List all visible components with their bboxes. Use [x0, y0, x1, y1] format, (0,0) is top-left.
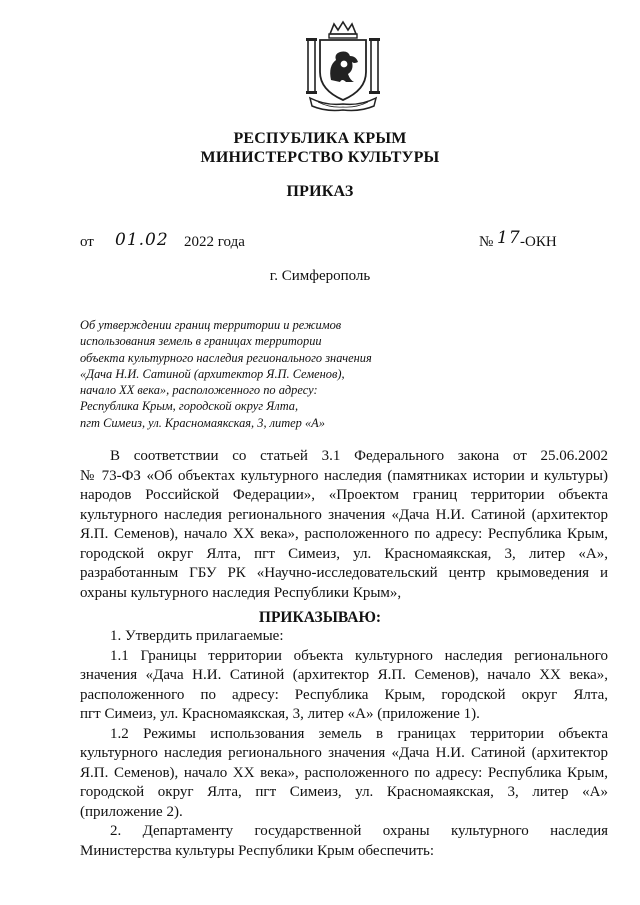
document-type-heading: ПРИКАЗ [286, 183, 354, 200]
preamble-line: охраны культурного наследия Республики Крым», [80, 584, 402, 601]
preamble-line: культурного наследия регионального значения «Дача Н.И. Сатиной (архитектор [80, 506, 608, 523]
title-line: Об утверждении границ территории и режимов [80, 318, 342, 332]
handwritten-number: 17 [497, 228, 521, 248]
item-1-1-line: 1.1 Границы территории объекта культурного наследия регионального [110, 647, 608, 664]
order-title [80, 317, 410, 431]
preamble-line: № 73-ФЗ «Об объектах культурного наследия (памятниках истории и культуры) [80, 467, 608, 484]
item-1-2-line: городской округ Ялта, пгт Симеиз, ул. Красномаякская, 3, литер «А» [80, 784, 608, 800]
preamble [80, 447, 608, 603]
preamble-line: В соответствии со статьей 3.1 Федерального закона от 25.06.2002 [110, 448, 608, 464]
item-1-1-line: пгт Симеиз, ул. Красномаякская, 3, литер «А» (приложение 1). [80, 706, 480, 722]
item-1-2-line: (приложение 2). [80, 803, 183, 820]
item-2-line: 2. Департаменту государственной охраны культурного наследия [110, 823, 608, 839]
item-1-1-line: значения «Дача Н.И. Сатиной (архитектор Я.П. Семенов), начало XX века», [80, 667, 608, 683]
title-line: «Дача Н.И. Сатиной (архитектор Я.П. Семенов), [80, 366, 345, 381]
item-2-line: Министерства культуры Республики Крым обеспечить: [80, 842, 435, 859]
crimea-coat-of-arms-icon [304, 20, 382, 116]
title-line: начало XX века», расположенного по адресу: [80, 383, 318, 398]
preamble-line: городской округ Ялта, пгт Симеиз, ул. Красномаякская, 3, литер «А», [80, 545, 608, 562]
preamble-line: разработанным ГБУ РК «Научно-исследовательский центр крымоведения и [80, 565, 608, 581]
date-year: 2022 года [184, 234, 245, 250]
republic-heading: РЕСПУБЛИКА КРЫМ [233, 130, 407, 147]
title-line: Республика Крым, городской округ Ялта, [80, 399, 299, 414]
item-1-2-line: Я.П. Семенов), начало XX века», расположенного по адресу: Республика Крым, [80, 764, 608, 781]
city-line: г. Симферополь [269, 268, 371, 284]
preamble-line: народов Российской Федерации», «Проектом границ территории объекта [80, 487, 608, 503]
preamble-line: Я.П. Семенов), начало XX века», расположенного по адресу: Республика Крым, [80, 526, 608, 542]
date-prefix: от [80, 234, 94, 250]
ministry-heading: МИНИСТЕРСТВО КУЛЬТУРЫ [200, 149, 440, 166]
item-1-2-line: культурного наследия регионального значения «Дача Н.И. Сатиной (архитектор [80, 745, 608, 761]
number-prefix: № [479, 234, 494, 250]
order-items [80, 627, 608, 861]
handwritten-date: 01.02 [115, 230, 169, 250]
item-1-2-line: 1.2 Режимы использования земель в границах территории объекта [110, 725, 608, 742]
title-line: использования земель в границах территории [80, 334, 322, 349]
item-1-1-line: расположенного по адресу: Республика Крым, городской округ Ялта, [80, 686, 608, 703]
title-line: объекта культурного наследия регионального значения [80, 350, 372, 365]
order-decree-word: ПРИКАЗЫВАЮ: [258, 609, 382, 626]
item-1-lead: 1. Утвердить прилагаемые: [110, 628, 284, 644]
date-line [80, 234, 94, 251]
number-suffix: -ОКН [520, 234, 557, 250]
title-line: пгт Симеиз, ул. Красномаякская, 3, литер «А» [80, 415, 325, 430]
